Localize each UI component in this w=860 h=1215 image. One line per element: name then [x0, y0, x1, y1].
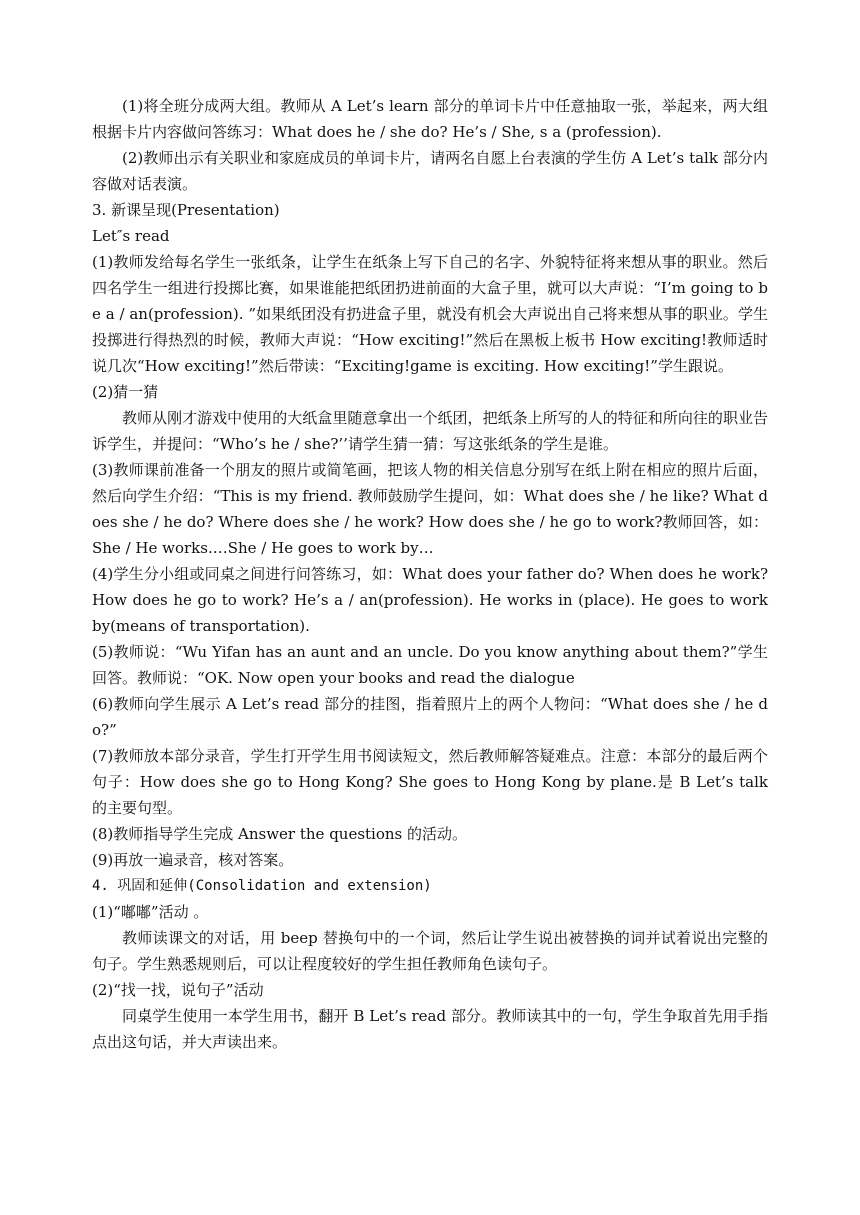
- section-heading: 3. 新课呈现(Presentation): [92, 201, 280, 219]
- paragraph: (5)教师说：“Wu Yifan has an aunt and an uncle. Do you know anything about them?”学生回答。教师说：“OK. Now open your books and read the dialogue: [92, 643, 768, 687]
- paragraph: (9)再放一遍录音，核对答案。: [92, 851, 294, 869]
- paragraph: (7)教师放本部分录音，学生打开学生用书阅读短文，然后教师解答疑难点。注意：本部分的最后两个句子：How does she go to Hong Kong? She goes to Hong Kong by plane.是 B Let’s talk 的主要句型。: [92, 747, 768, 817]
- paragraph: (1)将全班分成两大组。教师从 A Let’s learn 部分的单词卡片中任意抽取一张，举起来，两大组根据卡片内容做问答练习：What does he / she do? He’s / She, s a (profession).: [92, 97, 768, 141]
- paragraph: 同桌学生使用一本学生用书，翻开 B Let’s read 部分。教师读其中的一句，学生争取首先用手指点出这句话，并大声读出来。: [92, 1007, 768, 1051]
- paragraph: (8)教师指导学生完成 Answer the questions 的活动。: [92, 825, 468, 843]
- paragraph: (6)教师向学生展示 A Let’s read 部分的挂图，指着照片上的两个人物问：“What does she / he do?”: [92, 695, 768, 739]
- section-heading: 4. 巩固和延伸(Consolidation and extension): [92, 878, 432, 894]
- paragraph: (2)教师出示有关职业和家庭成员的单词卡片，请两名自愿上台表演的学生仿 A Let’s talk 部分内容做对话表演。: [92, 149, 768, 193]
- subsection-heading: Let″s read: [92, 227, 170, 245]
- subsection-heading: (1)“嘟嘟”活动 。: [92, 903, 209, 921]
- paragraph: (1)教师发给每名学生一张纸条，让学生在纸条上写下自己的名字、外貌特征将来想从事的职业。然后四名学生一组进行投掷比赛，如果谁能把纸团扔进前面的大盒子里，就可以大声说：“I’m going to be a / an(profession). ”如果纸团没有扔进盒子里，就没有机会大声说出自己将来想从事的职业。学生投掷进行得热烈的时候，教师大声说：“How exciting!”然后在黑板上板书 How exciting!教师适时说几次“How exciting!”然后带读：“Exciting!game is exciting. How exciting!”学生跟说。: [92, 253, 768, 375]
- paragraph: (3)教师课前准备一个朋友的照片或简笔画，把该人物的相关信息分别写在纸上附在相应的照片后面，然后向学生介绍：“This is my friend. 教师鼓励学生提问，如：What does she / he like? What does she / he do? Where does she / he work? How does she / he go to work?教师回答，如：She / He works.…She / He goes to work by…: [92, 461, 768, 557]
- subsection-heading: (2)猜一猜: [92, 383, 159, 401]
- paragraph: 教师读课文的对话，用 beep 替换句中的一个词，然后让学生说出被替换的词并试着说出完整的句子。学生熟悉规则后，可以让程度较好的学生担任教师角色读句子。: [92, 929, 768, 973]
- paragraph: 教师从刚才游戏中使用的大纸盒里随意拿出一个纸团，把纸条上所写的人的特征和所向往的职业告诉学生，并提问：“Who’s he / she?’’请学生猜一猜：写这张纸条的学生是谁。: [92, 409, 768, 453]
- document-body: [92, 93, 768, 1055]
- subsection-heading: (2)“找一找，说句子”活动: [92, 981, 264, 999]
- paragraph: (4)学生分小组或同桌之间进行问答练习，如：What does your father do? When does he work? How does he go to work? He’s a / an(profession). He works in (place). He goes to work by(means of transportation).: [92, 565, 768, 635]
